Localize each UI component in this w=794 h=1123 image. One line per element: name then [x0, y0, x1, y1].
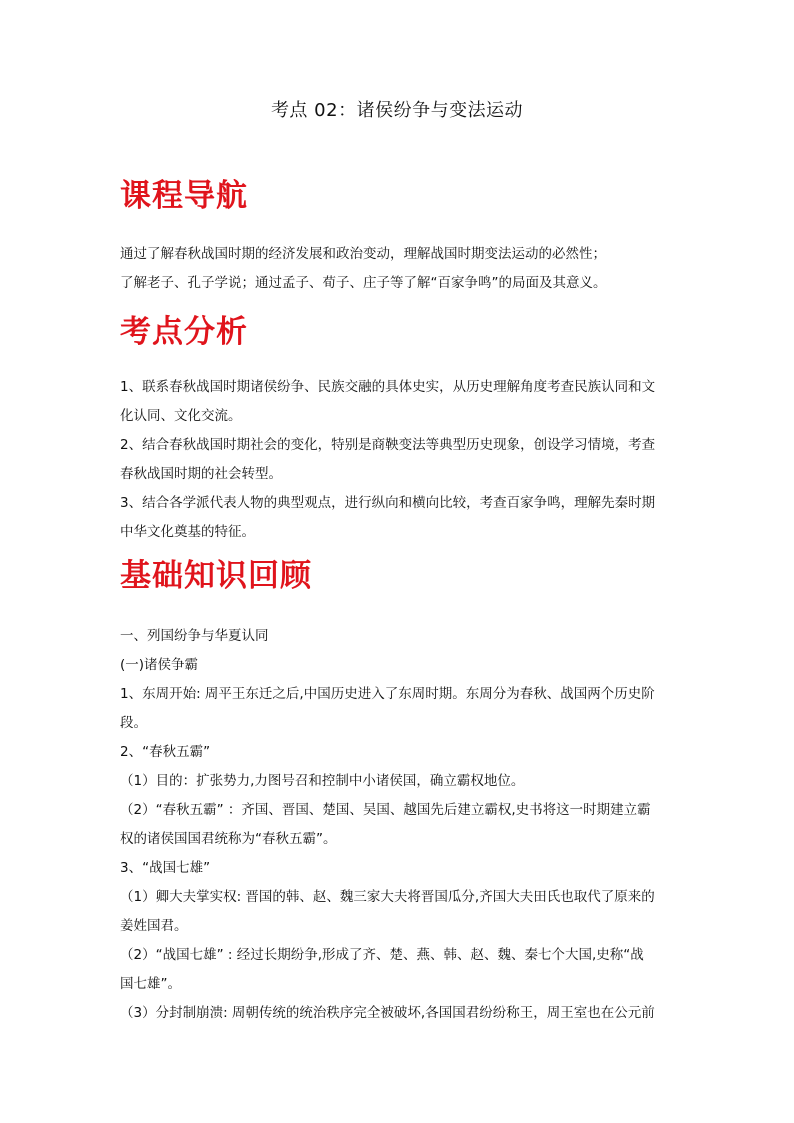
paragraph-line: 2、“春秋五霸” [120, 744, 211, 760]
document-title: 考点 02：诸侯纷争与变法运动 [270, 100, 524, 121]
paragraph-line: (一)诸侯争霸 [120, 657, 199, 673]
paragraph-line: 1、联系春秋战国时期诸侯纷争、民族交融的具体史实，从历史理解角度考查民族认同和文 [120, 379, 656, 395]
paragraph-line: 段。 [120, 715, 147, 731]
paragraph-line: （1）卿大夫掌实权: 晋国的韩、赵、魏三家大夫将晋国瓜分,齐国大夫田氏也取代了原来的 [120, 889, 655, 905]
section-heading-exam-analysis: 考点分析 [120, 314, 248, 350]
basic-knowledge-review-text [120, 622, 680, 1028]
paragraph-line: 姜姓国君。 [120, 918, 188, 934]
paragraph-line: 3、“战国七雄” [120, 860, 211, 876]
paragraph-line: （1）目的：扩张势力,力图号召和控制中小诸侯国，确立霸权地位。 [120, 773, 525, 789]
paragraph-line: 权的诸侯国国君统称为“春秋五霸”。 [120, 831, 337, 847]
paragraph-line: （3）分封制崩溃: 周朝传统的统治秩序完全被破坏,各国国君纷纷称王，周王室也在公元前 [120, 1005, 655, 1021]
paragraph-line: 通过了解春秋战国时期的经济发展和政治变动，理解战国时期变法运动的必然性； [120, 246, 606, 262]
section-heading-course-navigation: 课程导航 [120, 178, 248, 214]
paragraph-line: 了解老子、孔子学说；通过孟子、荀子、庄子等了解“百家争鸣”的局面及其意义。 [120, 275, 607, 291]
section-heading-basic-knowledge-review: 基础知识回顾 [120, 558, 312, 594]
paragraph-line: 一、列国纷争与华夏认同 [120, 628, 269, 644]
paragraph-line: 3、结合各学派代表人物的典型观点，进行纵向和横向比较，考查百家争鸣，理解先秦时期 [120, 495, 656, 511]
paragraph-line: 化认同、文化交流。 [120, 408, 242, 424]
paragraph-line: （2）“春秋五霸” ：齐国、晋国、楚国、吴国、越国先后建立霸权,史书将这一时期建立霸 [120, 802, 651, 818]
paragraph-line: 2、结合春秋战国时期社会的变化，特别是商鞅变法等典型历史现象，创设学习情境，考查 [120, 437, 656, 453]
exam-analysis-text [120, 373, 680, 547]
paragraph-line: 1、东周开始: 周平王东迁之后,中国历史进入了东周时期。东周分为春秋、战国两个历史阶 [120, 686, 655, 702]
paragraph-line: 中华文化奠基的特征。 [120, 524, 255, 540]
course-navigation-text [120, 240, 680, 298]
paragraph-line: 春秋战国时期的社会转型。 [120, 466, 282, 482]
paragraph-line: （2）“战国七雄” : 经过长期纷争,形成了齐、楚、燕、韩、赵、魏、秦七个大国,史称“战 [120, 947, 644, 963]
paragraph-line: 国七雄”。 [120, 976, 181, 992]
